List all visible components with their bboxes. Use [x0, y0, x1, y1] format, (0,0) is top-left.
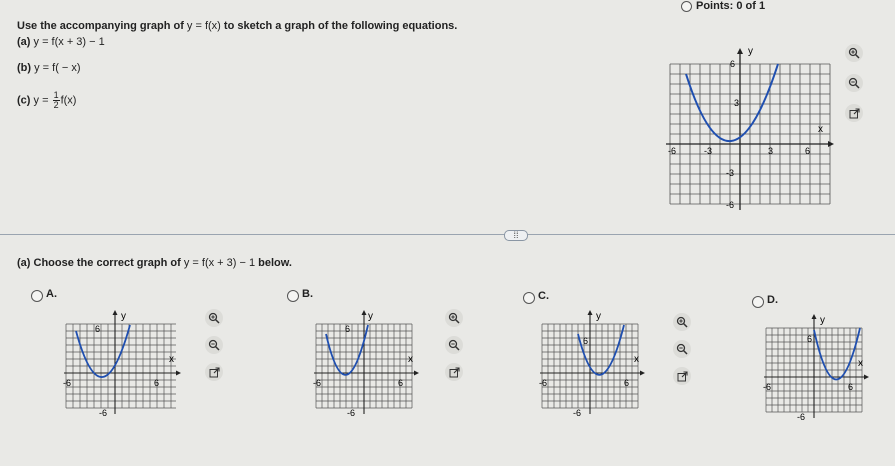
- option-b-graph: [312, 308, 436, 424]
- option-b-tick-xneg6: -6: [313, 378, 322, 388]
- option-a-tick-y6: 6: [95, 324, 101, 334]
- instruction-post: to sketch a graph of the following equations.: [220, 20, 458, 32]
- part-b-equation: [17, 62, 81, 74]
- option-a-open-graph-button[interactable]: [205, 363, 223, 381]
- tick-x-6: 6: [805, 146, 811, 156]
- tick-x-neg6: -6: [668, 146, 677, 156]
- tick-y-neg3: -3: [726, 168, 735, 178]
- option-d-tick-yneg6: -6: [797, 412, 806, 422]
- option-a-x-arrow: [176, 371, 181, 376]
- option-d-label: D.: [767, 294, 778, 306]
- part-label-a: (a): [17, 36, 31, 48]
- option-c-zoom-out-button[interactable]: [673, 340, 691, 358]
- zoom-in-icon: [848, 47, 860, 59]
- option-c-curve: [578, 325, 624, 375]
- fraction-denominator: 2: [53, 100, 59, 110]
- option-c-x-label: x: [634, 354, 639, 365]
- points-label: Points: 0 of 1: [696, 0, 766, 12]
- option-c-x-arrow: [640, 371, 645, 376]
- fraction-numerator: 1: [53, 90, 59, 100]
- tick-x-neg3: -3: [704, 146, 713, 156]
- option-b-y-label: y: [368, 311, 373, 322]
- option-b-radio[interactable]: [287, 290, 299, 302]
- option-c-radio[interactable]: [523, 292, 535, 304]
- part-eq-b: y = f( − x): [34, 62, 81, 74]
- option-c-tick-xneg6: -6: [539, 378, 548, 388]
- option-a-radio[interactable]: [31, 290, 43, 302]
- option-d-tick-xneg6: -6: [763, 382, 772, 392]
- tick-y-3: 3: [734, 98, 740, 108]
- option-d-y-label: y: [820, 315, 825, 326]
- instruction-text: [17, 20, 457, 32]
- tick-y-6: 6: [730, 59, 736, 69]
- main-y-label: y: [748, 46, 753, 57]
- part-c-equation: [17, 91, 76, 110]
- option-b-zoom-out-button[interactable]: [445, 336, 463, 354]
- option-a-tick-xneg6: -6: [63, 378, 72, 388]
- option-b-tick-yneg6: -6: [347, 408, 356, 418]
- main-x-arrow: [828, 141, 834, 147]
- option-d-y-arrow: [812, 314, 817, 319]
- zoom-out-icon: [208, 339, 220, 351]
- option-a-graph: [62, 308, 186, 424]
- section-divider: [0, 234, 895, 235]
- option-d-tick-y6: 6: [807, 334, 813, 344]
- part-label-b: (b): [17, 62, 32, 74]
- external-link-icon: [849, 108, 860, 119]
- option-d-x-arrow: [864, 375, 869, 380]
- option-c-tick-y6: 6: [583, 336, 589, 346]
- main-x-label: x: [818, 124, 823, 135]
- option-b-label: B.: [302, 288, 313, 300]
- part-label-c: (c): [17, 94, 31, 107]
- zoom-out-icon: [448, 339, 460, 351]
- option-d-radio[interactable]: [752, 296, 764, 308]
- external-link-icon: [209, 367, 220, 378]
- option-c-tick-yneg6: -6: [573, 408, 582, 418]
- tick-x-3: 3: [768, 146, 774, 156]
- main-zoom-in-button[interactable]: [845, 44, 863, 62]
- instruction-eq: y = f(x): [186, 20, 221, 32]
- option-c-y-label: y: [596, 311, 601, 322]
- option-a-zoom-out-button[interactable]: [205, 336, 223, 354]
- option-b-y-arrow: [362, 310, 367, 315]
- option-b-zoom-in-button[interactable]: [445, 309, 463, 327]
- option-a-tick-yneg6: -6: [99, 408, 108, 418]
- option-d-graph: [762, 312, 886, 428]
- option-c-y-arrow: [588, 310, 593, 315]
- zoom-out-icon: [848, 77, 860, 89]
- option-b-tick-x6: 6: [398, 378, 404, 388]
- zoom-in-icon: [208, 312, 220, 324]
- option-d-tick-x6: 6: [848, 382, 854, 392]
- option-b-x-label: x: [408, 354, 413, 365]
- tick-y-neg6: -6: [726, 200, 735, 210]
- option-b-tick-y6: 6: [345, 324, 351, 334]
- resize-handle[interactable]: ⁞⁞: [504, 230, 528, 241]
- option-a-x-label: x: [169, 354, 174, 365]
- external-link-icon: [677, 371, 688, 382]
- main-graph: [662, 40, 838, 215]
- points-indicator-icon: [681, 1, 692, 12]
- instruction-pre: Use the accompanying graph of: [17, 20, 187, 32]
- part-a-equation: [17, 36, 105, 48]
- option-c-graph: [538, 308, 662, 424]
- prompt-eq: y = f(x + 3) − 1: [183, 257, 256, 269]
- prompt-pre: (a) Choose the correct graph of: [17, 257, 184, 269]
- part-a-prompt: [17, 257, 292, 269]
- zoom-in-icon: [676, 316, 688, 328]
- prompt-post: below.: [255, 257, 292, 269]
- option-b-x-arrow: [414, 371, 419, 376]
- zoom-out-icon: [676, 343, 688, 355]
- part-eq-c-pre: y =: [33, 94, 52, 107]
- half-fraction: [53, 91, 60, 110]
- option-c-open-graph-button[interactable]: [673, 367, 691, 385]
- option-a-y-label: y: [121, 311, 126, 322]
- option-c-tick-x6: 6: [624, 378, 630, 388]
- part-eq-c-post: f(x): [60, 94, 77, 107]
- main-open-graph-button[interactable]: [845, 104, 863, 122]
- option-a-zoom-in-button[interactable]: [205, 309, 223, 327]
- main-y-arrow: [737, 48, 743, 54]
- option-a-y-arrow: [113, 310, 118, 315]
- option-c-label: C.: [538, 290, 549, 302]
- part-eq-a: y = f(x + 3) − 1: [33, 36, 105, 48]
- main-graph-grid: [670, 64, 830, 204]
- option-c-zoom-in-button[interactable]: [673, 313, 691, 331]
- option-a-label: A.: [46, 288, 57, 300]
- option-a-tick-x6: 6: [154, 378, 160, 388]
- option-d-curve: [814, 328, 860, 380]
- option-a-grid: [66, 324, 176, 408]
- external-link-icon: [449, 367, 460, 378]
- option-b-open-graph-button[interactable]: [445, 363, 463, 381]
- zoom-in-icon: [448, 312, 460, 324]
- main-zoom-out-button[interactable]: [845, 74, 863, 92]
- option-d-x-label: x: [858, 358, 863, 369]
